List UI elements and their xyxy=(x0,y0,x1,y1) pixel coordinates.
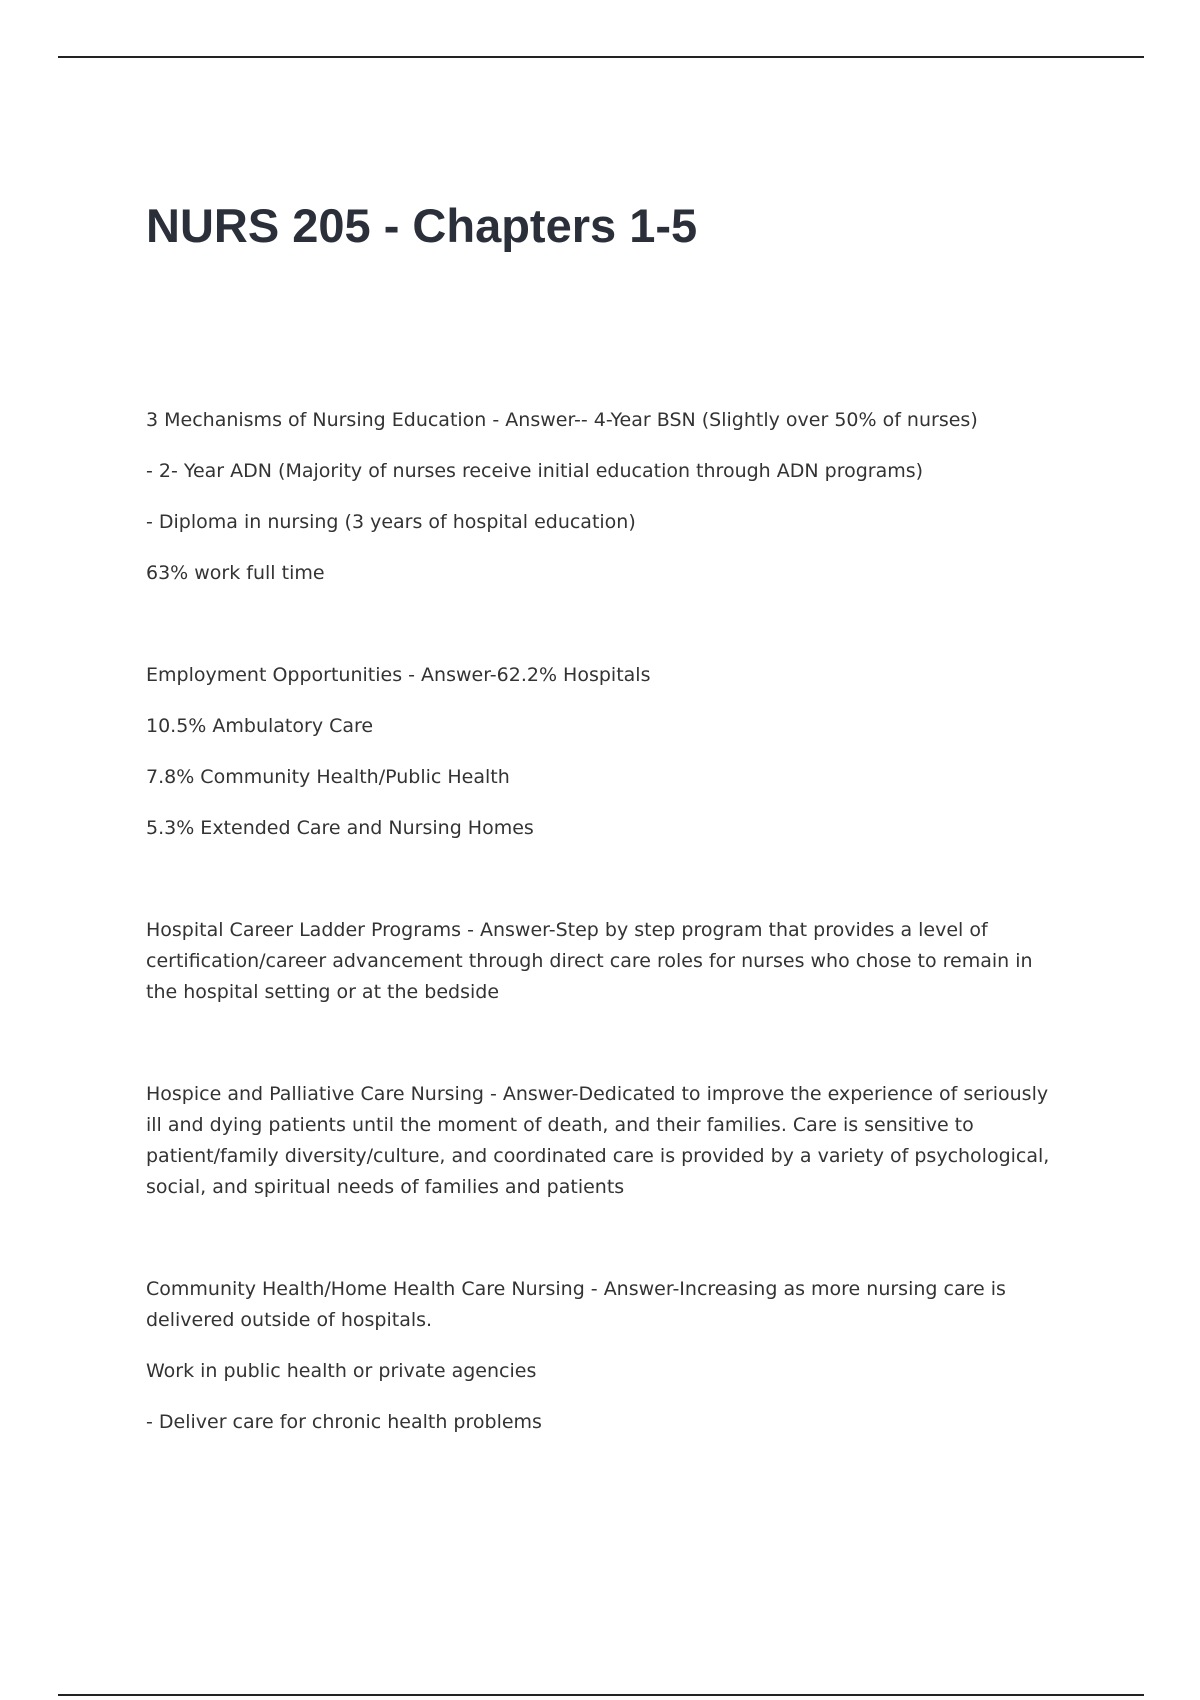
entry-text: - Diploma in nursing (3 years of hospital education) xyxy=(146,511,636,533)
entry-text: Hospice and Palliative Care Nursing - Answer-Dedicated to improve the experience of seriously ill and dying patients until the moment of death, and their families. Care is sensitive to patient/family diversity/culture, and coordinated care is provided by a variety of psychological, social, and spiritual needs of families and patients xyxy=(146,1083,1050,1198)
entry-text: - Deliver care for chronic health problems xyxy=(146,1411,542,1433)
entry-text: - 2- Year ADN (Majority of nurses receive initial education through ADN programs) xyxy=(146,460,924,482)
entry-text: Work in public health or private agencies xyxy=(146,1360,537,1382)
footer-rule xyxy=(58,1694,1144,1696)
entry-text: 3 Mechanisms of Nursing Education - Answer-- 4-Year BSN (Slightly over 50% of nurses) xyxy=(146,409,978,431)
entry-career-ladder xyxy=(146,915,1066,1008)
entry-employment-opportunities xyxy=(146,660,1066,844)
entry-text: 7.8% Community Health/Public Health xyxy=(146,766,510,788)
entry-text: 5.3% Extended Care and Nursing Homes xyxy=(146,817,534,839)
document-body xyxy=(146,405,1066,1438)
entry-text: 63% work full time xyxy=(146,562,325,584)
entry-text: Employment Opportunities - Answer-62.2% Hospitals xyxy=(146,664,651,686)
header-rule xyxy=(58,56,1144,58)
entry-hospice-palliative xyxy=(146,1079,1066,1203)
entry-text: Community Health/Home Health Care Nursing - Answer-Increasing as more nursing care is delivered outside of hospitals. xyxy=(146,1278,1006,1331)
entry-community-health xyxy=(146,1274,1066,1438)
entry-nursing-education xyxy=(146,405,1066,589)
page-title: NURS 205 - Chapters 1-5 xyxy=(146,199,698,252)
entry-text: Hospital Career Ladder Programs - Answer-Step by step program that provides a level of certification/career advancement through direct care roles for nurses who chose to remain in the hospital setting or at the bedside xyxy=(146,919,1033,1003)
entry-text: 10.5% Ambulatory Care xyxy=(146,715,374,737)
